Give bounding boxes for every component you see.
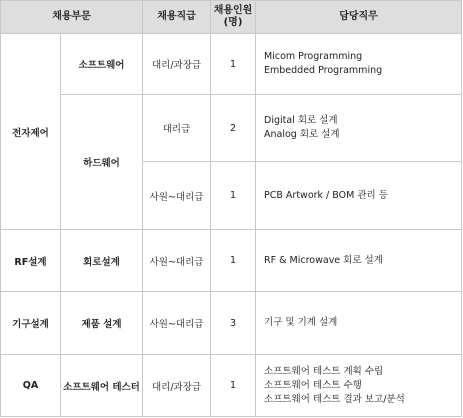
table-row <box>1 95 462 162</box>
header-duty: 담당직무 <box>256 1 462 34</box>
subdivision-cell: 회로설계 <box>61 230 143 292</box>
header-headcount-line1: 채용인원 <box>213 5 253 16</box>
duty-line: PCB Artwork / BOM 관리 등 <box>264 189 388 201</box>
headcount-cell: 1 <box>211 355 256 417</box>
table-row <box>1 34 462 95</box>
headcount-cell: 3 <box>211 292 256 355</box>
header-grade: 채용직급 <box>143 1 211 34</box>
duty-line: RF & Microwave 회로 설계 <box>264 254 383 266</box>
duty-line: 소프트웨어 테스트 수행 <box>264 379 362 391</box>
duty-cell <box>256 162 462 230</box>
duty-cell <box>256 355 462 417</box>
duty-cell <box>256 34 462 95</box>
table-row <box>1 230 462 292</box>
duty-line: Micom Programming <box>264 51 363 62</box>
headcount-cell: 1 <box>211 162 256 230</box>
duty-line: Digital 회로 설계 <box>264 115 338 126</box>
subdivision-cell: 하드웨어 <box>61 95 143 230</box>
grade-cell: 대리/과장급 <box>143 34 211 95</box>
header-headcount-line2: (명) <box>223 17 243 28</box>
division-cell: 전자제어 <box>1 34 61 230</box>
header-headcount <box>211 1 256 34</box>
division-cell: 기구설계 <box>1 292 61 355</box>
division-cell: RF설계 <box>1 230 61 292</box>
grade-cell: 사원~대리급 <box>143 292 211 355</box>
header-department: 채용부문 <box>1 1 143 34</box>
division-cell: QA <box>1 355 61 417</box>
headcount-cell: 2 <box>211 95 256 162</box>
grade-cell: 대리/과장급 <box>143 355 211 417</box>
duty-cell <box>256 95 462 162</box>
headcount-cell: 1 <box>211 230 256 292</box>
duty-line: 기구 및 기계 설계 <box>264 317 338 328</box>
subdivision-cell: 제품 설계 <box>61 292 143 355</box>
duty-line: Embedded Programming <box>264 65 383 76</box>
duty-cell <box>256 292 462 355</box>
header-row <box>1 1 462 34</box>
table-row <box>1 355 462 417</box>
duty-line: Analog 회로 설계 <box>264 129 340 140</box>
duty-line: 소프트웨어 테스트 계획 수립 <box>264 365 384 377</box>
subdivision-cell: 소프트웨어 <box>61 34 143 95</box>
grade-cell: 사원~대리급 <box>143 162 211 230</box>
grade-cell: 사원~대리급 <box>143 230 211 292</box>
table-row <box>1 292 462 355</box>
duty-line: 소프트웨어 테스트 결과 보고/분석 <box>264 393 405 405</box>
headcount-cell: 1 <box>211 34 256 95</box>
subdivision-cell: 소프트웨어 테스터 <box>61 355 143 417</box>
duty-cell <box>256 230 462 292</box>
grade-cell: 대리급 <box>143 95 211 162</box>
